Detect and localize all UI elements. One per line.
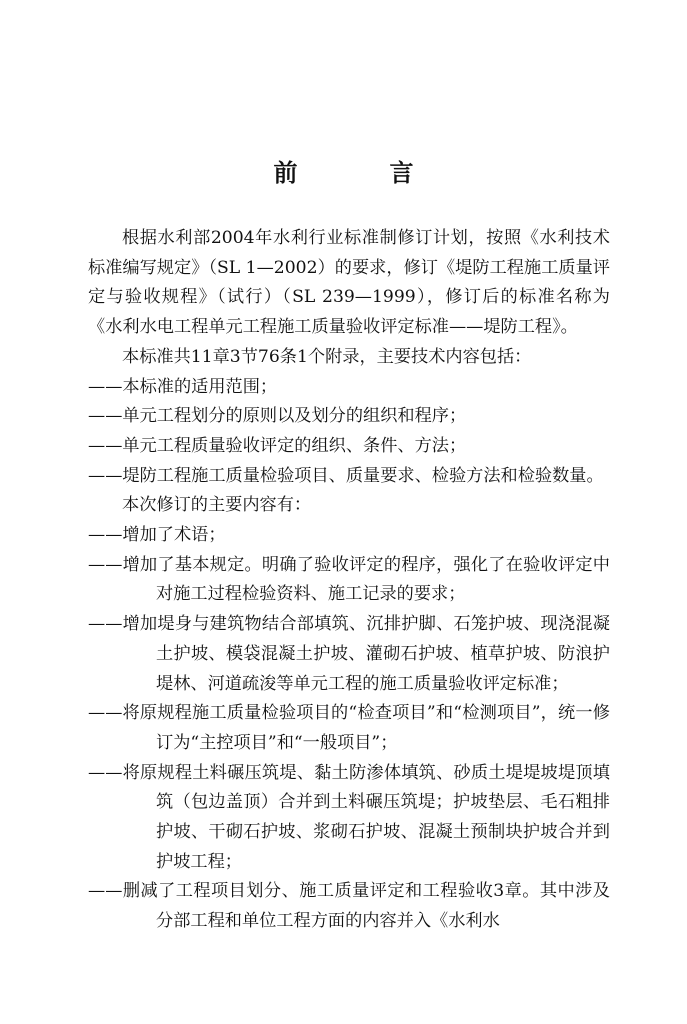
summary-lead: 本标准共11章3节76条1个附录，主要技术内容包括： bbox=[122, 346, 532, 367]
summary-item: ——本标准的适用范围； bbox=[88, 376, 278, 397]
summary-item: ——单元工程划分的原则以及划分的组织和程序； bbox=[88, 406, 467, 427]
revision-item: ——删减了工程项目划分、施工质量评定和工程验收3章。其中涉及分部工程和单位工程方面的内容并入《水利水 bbox=[88, 881, 610, 932]
revision-item: ——将原规程施工质量检验项目的“检查项目”和“检测项目”，统一修订为“主控项目”和“一般项目”； bbox=[88, 703, 610, 753]
revision-item: ——增加了术语； bbox=[88, 525, 226, 546]
page-body bbox=[88, 224, 610, 937]
summary-item: ——堤防工程施工质量检验项目、质量要求、检验方法和检验数量。 bbox=[88, 465, 604, 486]
page-title: 前 言 bbox=[273, 159, 448, 187]
summary-item: ——单元工程质量验收评定的组织、条件、方法； bbox=[88, 435, 467, 456]
revision-item: ——增加了基本规定。明确了验收评定的程序，强化了在验收评定中对施工过程检验资料、施工记录的要求； bbox=[88, 554, 610, 605]
revision-lead: 本次修订的主要内容有： bbox=[122, 495, 312, 516]
revision-item: ——将原规程土料碾压筑堤、黏土防渗体填筑、砂质土堤堤坡堤顶填筑（包边盖顶）合并到土料碾压筑堤；护坡垫层、毛石粗排护坡、干砌石护坡、浆砌石护坡、混凝土预制块护坡合并到护坡工程； bbox=[88, 762, 610, 872]
revision-item: ——增加堤身与建筑物结合部填筑、沉排护脚、石笼护坡、现浇混凝土护坡、模袋混凝土护坡、灌砌石护坡、植草护坡、防浪护堤林、河道疏浚等单元工程的施工质量验收评定标准； bbox=[88, 614, 610, 694]
intro-paragraph: 根据水利部2004年水利行业标准制修订计划，按照《水利技术标准编写规定》（SL 1—2002）的要求，修订《堤防工程施工质量评定与验收规程》（试行）（SL 239—1999），修订后的标准名称为《水利水电工程单元工程施工质量验收评定标准——堤防工程》。 bbox=[88, 228, 610, 338]
